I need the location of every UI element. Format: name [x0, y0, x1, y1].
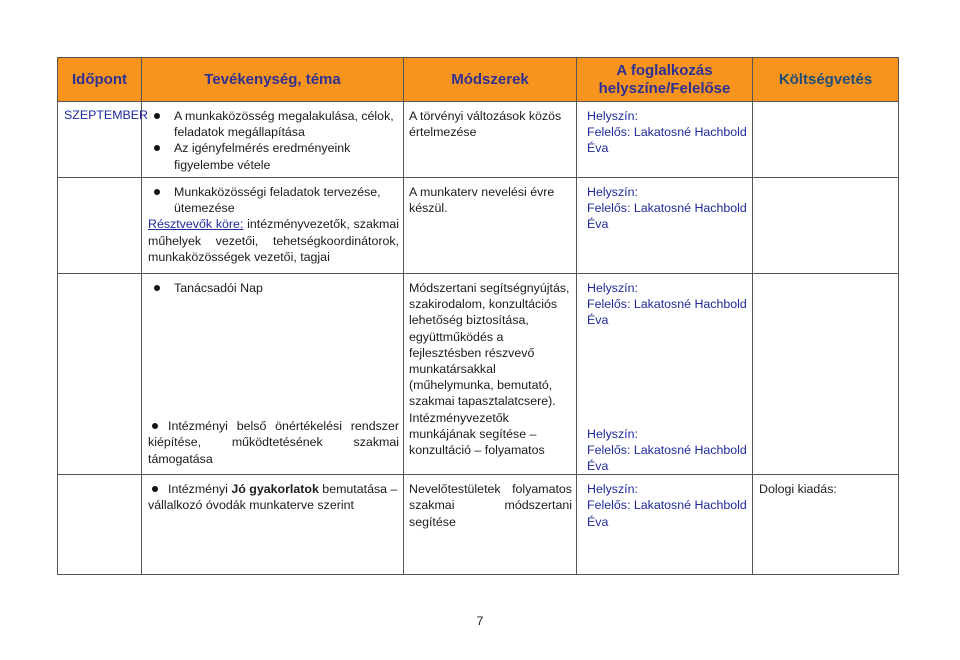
month-cell — [58, 178, 142, 274]
table-row — [58, 475, 899, 575]
activity-good-practices: Intézményi Jó gyakorlatok bemutatása – vállalkozó óvodák munkaterve szerint — [148, 482, 398, 513]
responsible-label: Felelős: — [587, 125, 631, 140]
list-item: Tanácsadói Nap — [148, 280, 399, 296]
method-text: A törvényi változások közös értelmezése — [409, 109, 562, 140]
method-text: Módszertani segítségnyújtás, szakirodalom, konzultációs lehetőség biztosítása, együttműködés a fejlesztésben részvevő munkatársakkal (műhelymunka, bemutató, szakmai tapasztalatcsere). — [409, 281, 570, 409]
table-row — [58, 102, 899, 178]
participants-text — [148, 216, 399, 265]
bullet-icon — [152, 423, 158, 429]
method-cell — [404, 475, 577, 575]
budget-cell — [753, 178, 899, 274]
responsible-name: Lakatosné Hachbold Éva — [587, 297, 747, 328]
header-place-responsible: A foglalkozás helyszíne/Felelőse — [577, 58, 753, 102]
method-text: A munkaterv nevelési évre készül. — [409, 185, 555, 216]
place-label: Helyszín: — [587, 426, 638, 441]
activity-list — [148, 184, 399, 216]
responsible-name: Lakatosné Hachbold Éva — [587, 498, 747, 529]
month-cell — [58, 102, 148, 178]
responsible-name: Lakatosné Hachbold Éva — [587, 125, 747, 156]
participants-label: Résztvevők köre: — [148, 217, 244, 232]
responsible-name: Lakatosné Hachbold Éva — [587, 442, 747, 474]
activity-list — [148, 280, 399, 296]
place-label: Helyszín: — [587, 185, 638, 199]
list-item: A munkaközösség megalakulása, célok, feladatok megállapítása — [148, 108, 399, 140]
header-time: Időpont — [58, 58, 142, 102]
activity-evaluation: Intézményi belső önértékelési rendszer kiépítése, működtetésének szakmai támogatása — [148, 419, 399, 466]
method-cell — [404, 102, 577, 178]
budget-cell — [753, 475, 899, 575]
budget-cell — [753, 102, 899, 178]
method-text: Intézményvezetők munkájának segítése – konzultáció – folyamatos — [409, 410, 545, 458]
responsible-label: Felelős: — [587, 442, 631, 457]
budget-text: Dologi kiadás: — [759, 482, 837, 497]
place-label: Helyszín: — [587, 482, 638, 497]
month-cell — [58, 274, 142, 475]
place-label: Helyszín: — [587, 281, 638, 295]
activity-cell — [142, 102, 404, 178]
responsible-label: Felelős: — [587, 498, 631, 513]
header-methods: Módszerek — [404, 58, 577, 102]
method-text: Nevelőtestületek folyamatos szakmai módszertani segítése — [409, 482, 572, 529]
header-budget: Költségvetés — [753, 58, 899, 102]
activity-cell — [142, 178, 404, 274]
month-cell — [58, 475, 142, 575]
budget-cell — [753, 274, 899, 475]
list-item: Az igényfelmérés eredményeink figyelembe vétele — [148, 140, 399, 172]
place-label: Helyszín: — [587, 109, 638, 123]
table-row — [58, 178, 899, 274]
place-cell — [577, 102, 753, 178]
header-activity: Tevékenység, téma — [142, 58, 404, 102]
table-row — [58, 274, 899, 475]
responsible-label: Felelős: — [587, 297, 631, 312]
list-item: Munkaközösségi feladatok tervezése, ütemezése — [148, 184, 399, 216]
responsible-name: Lakatosné Hachbold Éva — [587, 201, 747, 232]
place-cell — [577, 178, 753, 274]
activity-list — [148, 108, 399, 173]
place-cell — [577, 274, 753, 475]
activity-cell — [142, 475, 404, 575]
month-label: SZEPTEMBER — [64, 108, 148, 122]
work-plan-table — [57, 57, 899, 575]
place-cell — [577, 475, 753, 575]
page-number: 7 — [476, 614, 484, 628]
responsible-label: Felelős: — [587, 201, 631, 216]
participants-list: intézményvezetők, szakmai műhelyek vezetői, tehetségkoordinátorok, munkaközösségek vezetői, tagjai — [148, 217, 399, 264]
method-cell — [404, 178, 577, 274]
method-cell — [404, 274, 577, 475]
bullet-icon — [152, 486, 158, 492]
table-header-row — [58, 58, 899, 102]
activity-cell — [142, 274, 404, 475]
